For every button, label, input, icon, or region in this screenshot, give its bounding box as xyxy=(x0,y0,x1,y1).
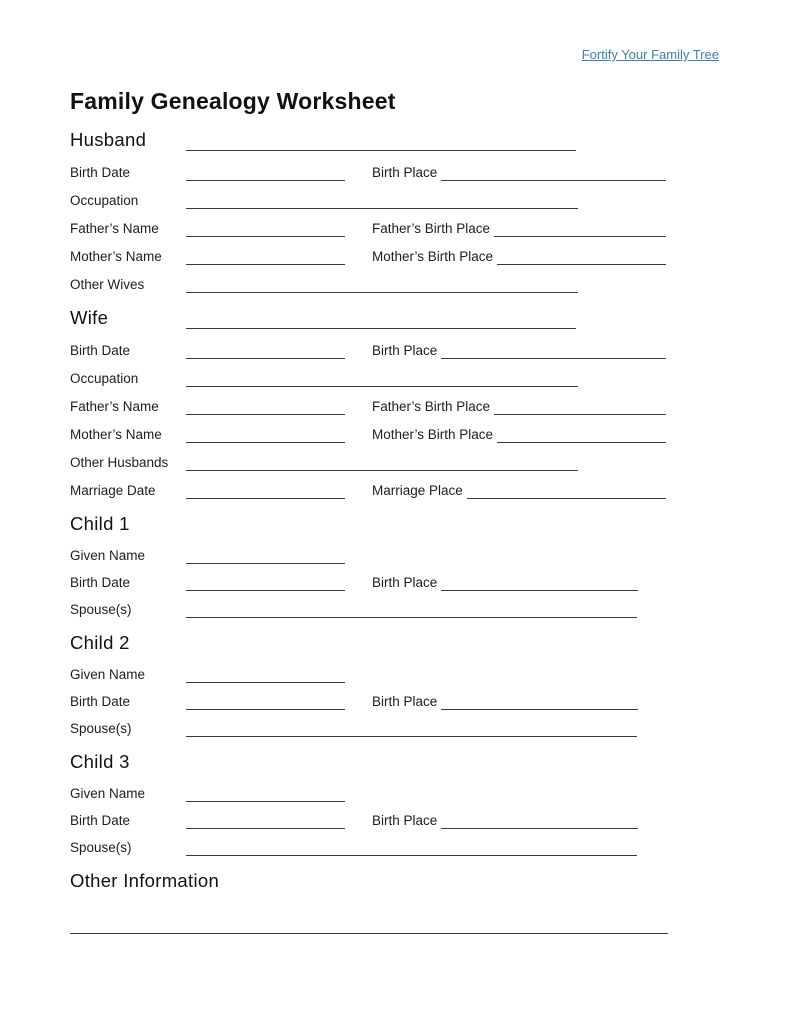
form-row xyxy=(70,683,638,710)
child-3-rows xyxy=(70,775,719,856)
field-label: Occupation xyxy=(70,371,139,386)
form-row xyxy=(70,537,666,564)
blank-line xyxy=(186,456,578,471)
form-row xyxy=(70,359,666,387)
field-label: Occupation xyxy=(70,193,139,208)
form-row xyxy=(70,181,666,209)
form-row xyxy=(70,153,666,181)
form-row xyxy=(70,387,666,415)
blank-line xyxy=(186,344,345,359)
blank-line xyxy=(186,787,345,802)
form-row xyxy=(70,564,638,591)
child-1-rows xyxy=(70,537,719,618)
section-heading-other-information xyxy=(70,868,666,892)
section-title: Child 1 xyxy=(70,513,130,534)
blank-line xyxy=(186,722,637,737)
field-label: Other Husbands xyxy=(70,455,169,470)
blank-line xyxy=(186,549,345,564)
field-label: Father’s Birth Place xyxy=(372,221,491,236)
field-label: Given Name xyxy=(70,548,146,563)
blank-line xyxy=(186,814,345,829)
form-row xyxy=(70,209,666,237)
form-row xyxy=(70,331,666,359)
section-title: Other Information xyxy=(70,870,220,891)
blank-line xyxy=(186,668,345,683)
field-label: Given Name xyxy=(70,786,146,801)
blank-line xyxy=(186,194,578,209)
field-label: Birth Date xyxy=(70,343,131,358)
child-2-rows xyxy=(70,656,719,737)
field-label: Birth Place xyxy=(372,813,438,828)
blank-line xyxy=(186,250,345,265)
field-label: Birth Date xyxy=(70,575,131,590)
field-label: Given Name xyxy=(70,667,146,682)
blank-line xyxy=(441,344,666,359)
section-title: Child 3 xyxy=(70,751,130,772)
field-label: Birth Date xyxy=(70,165,131,180)
field-label: Mother’s Name xyxy=(70,427,162,442)
blank-line xyxy=(186,400,345,415)
blank-line xyxy=(441,576,638,591)
fortify-family-tree-link[interactable]: Fortify Your Family Tree xyxy=(581,47,719,62)
form-row xyxy=(70,775,666,802)
section-heading-child-2 xyxy=(70,630,666,654)
blank-line xyxy=(494,400,666,415)
blank-line xyxy=(186,428,345,443)
field-label: Father’s Name xyxy=(70,221,159,236)
blank-line xyxy=(186,484,345,499)
blank-line xyxy=(186,314,576,329)
field-label: Birth Place xyxy=(372,343,438,358)
form-row xyxy=(70,829,666,856)
blank-line xyxy=(441,814,638,829)
form-row xyxy=(70,415,666,443)
field-label: Birth Date xyxy=(70,813,131,828)
field-label: Mother’s Name xyxy=(70,249,162,264)
blank-line xyxy=(70,919,668,934)
form-row xyxy=(70,265,666,293)
blank-line xyxy=(186,222,345,237)
form-row xyxy=(70,237,666,265)
section-heading-child-1 xyxy=(70,511,666,535)
section-title: Wife xyxy=(70,307,109,328)
top-link-row xyxy=(70,46,719,62)
blank-line xyxy=(186,278,578,293)
section-heading-wife xyxy=(70,305,666,329)
section-title: Husband xyxy=(70,129,147,150)
field-label: Father’s Birth Place xyxy=(372,399,491,414)
field-label: Marriage Date xyxy=(70,483,156,498)
field-label: Birth Place xyxy=(372,575,438,590)
field-label: Marriage Place xyxy=(372,483,463,498)
blank-line xyxy=(186,695,345,710)
field-label: Birth Place xyxy=(372,165,438,180)
blank-line xyxy=(441,166,666,181)
blank-line xyxy=(186,841,637,856)
field-label: Birth Place xyxy=(372,694,438,709)
field-label: Birth Date xyxy=(70,694,131,709)
field-label: Other Wives xyxy=(70,277,145,292)
field-label: Father’s Name xyxy=(70,399,159,414)
form-row xyxy=(70,656,666,683)
form-row xyxy=(70,591,666,618)
section-title: Child 2 xyxy=(70,632,130,653)
field-label: Mother’s Birth Place xyxy=(372,249,494,264)
blank-line xyxy=(497,250,666,265)
blank-line xyxy=(494,222,666,237)
form-row xyxy=(70,710,666,737)
page-title: Family Genealogy Worksheet xyxy=(70,88,396,114)
form-row xyxy=(70,443,666,471)
field-label: Spouse(s) xyxy=(70,840,132,855)
form-row xyxy=(70,471,666,499)
blank-line xyxy=(497,428,666,443)
form-row xyxy=(70,802,638,829)
field-label: Spouse(s) xyxy=(70,602,132,617)
blank-line xyxy=(186,576,345,591)
blank-line xyxy=(441,695,638,710)
field-label: Mother’s Birth Place xyxy=(372,427,494,442)
form-row xyxy=(70,908,668,934)
blank-line xyxy=(186,136,576,151)
field-label: Spouse(s) xyxy=(70,721,132,736)
section-heading-husband xyxy=(70,127,666,151)
blank-line xyxy=(186,166,345,181)
blank-line xyxy=(186,603,637,618)
blank-line xyxy=(186,372,578,387)
blank-line xyxy=(467,484,666,499)
section-heading-child-3 xyxy=(70,749,666,773)
